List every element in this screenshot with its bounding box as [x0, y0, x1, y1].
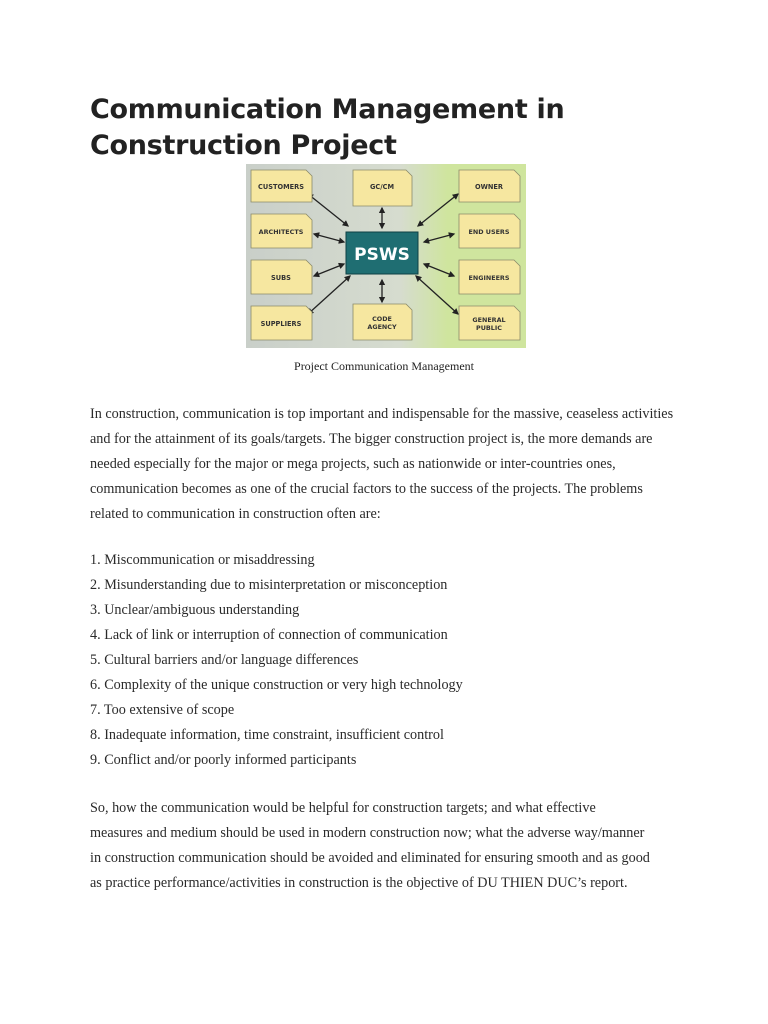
- node-general-public-label-2: PUBLIC: [476, 324, 502, 332]
- node-end-users: [459, 214, 520, 248]
- list-item: 2. Misunderstanding due to misinterpretation or misconception: [90, 577, 448, 593]
- node-gc-cm: [353, 170, 412, 206]
- node-owner-label: OWNER: [475, 183, 503, 191]
- node-owner: [459, 170, 520, 202]
- node-general-public: [459, 306, 520, 340]
- list-item: 4. Lack of link or interruption of connection of communication: [90, 627, 448, 643]
- node-architects-label: ARCHITECTS: [258, 228, 304, 236]
- node-general-public-label-1: GENERAL: [472, 316, 506, 324]
- list-item: 1. Miscommunication or misaddressing: [90, 552, 315, 568]
- node-code-agency-label-2: AGENCY: [367, 323, 397, 331]
- problems-list: [90, 548, 463, 773]
- figure-caption: Project Communication Management: [294, 359, 474, 373]
- node-end-users-label: END USERS: [468, 228, 510, 236]
- psws-label: PSWS: [354, 245, 410, 265]
- page-title: Communication Management in Construction Project: [90, 94, 565, 161]
- node-customers-label: CUSTOMERS: [258, 183, 304, 191]
- list-item: 8. Inadequate information, time constraint, insufficient control: [90, 727, 444, 743]
- node-suppliers-label: SUPPLIERS: [260, 320, 302, 328]
- node-engineers: [459, 260, 520, 294]
- node-psws-center: [346, 232, 418, 274]
- node-customers: [251, 170, 312, 202]
- list-item: 3. Unclear/ambiguous understanding: [90, 602, 300, 618]
- list-item: 9. Conflict and/or poorly informed participants: [90, 752, 357, 768]
- node-code-agency: [353, 304, 412, 340]
- node-architects: [251, 214, 312, 248]
- node-engineers-label: ENGINEERS: [468, 274, 510, 282]
- conclusion-paragraph: So, how the communication would be helpful for construction targets; and what effective measures and medium should be used in modern construction now; what the adverse way/manner in construction communication should be avoided and eliminated for ensuring smooth and as good as practice performance/activities in construction is the objective of DU THIEN DUC’s report.: [90, 800, 650, 891]
- node-subs-label: SUBS: [271, 274, 291, 282]
- diagram-svg: [246, 164, 526, 348]
- node-suppliers: [251, 306, 312, 340]
- node-gc-cm-label: GC/CM: [369, 183, 395, 191]
- node-subs: [251, 260, 312, 294]
- communication-diagram: [246, 164, 526, 348]
- list-item: 6. Complexity of the unique construction or very high technology: [90, 677, 463, 693]
- intro-paragraph: In construction, communication is top important and indispensable for the massive, ceaseless activities and for the attainment of its goals/targets. The bigger construction project is, the more demands are needed especially for the major or mega projects, such as nationwide or inter-countries ones, communication becomes as one of the crucial factors to the success of the projects. The problems related to communication in construction often are:: [90, 406, 674, 522]
- list-item: 5. Cultural barriers and/or language differences: [90, 652, 359, 668]
- node-code-agency-label-1: CODE: [372, 315, 392, 323]
- list-item: 7. Too extensive of scope: [90, 702, 235, 718]
